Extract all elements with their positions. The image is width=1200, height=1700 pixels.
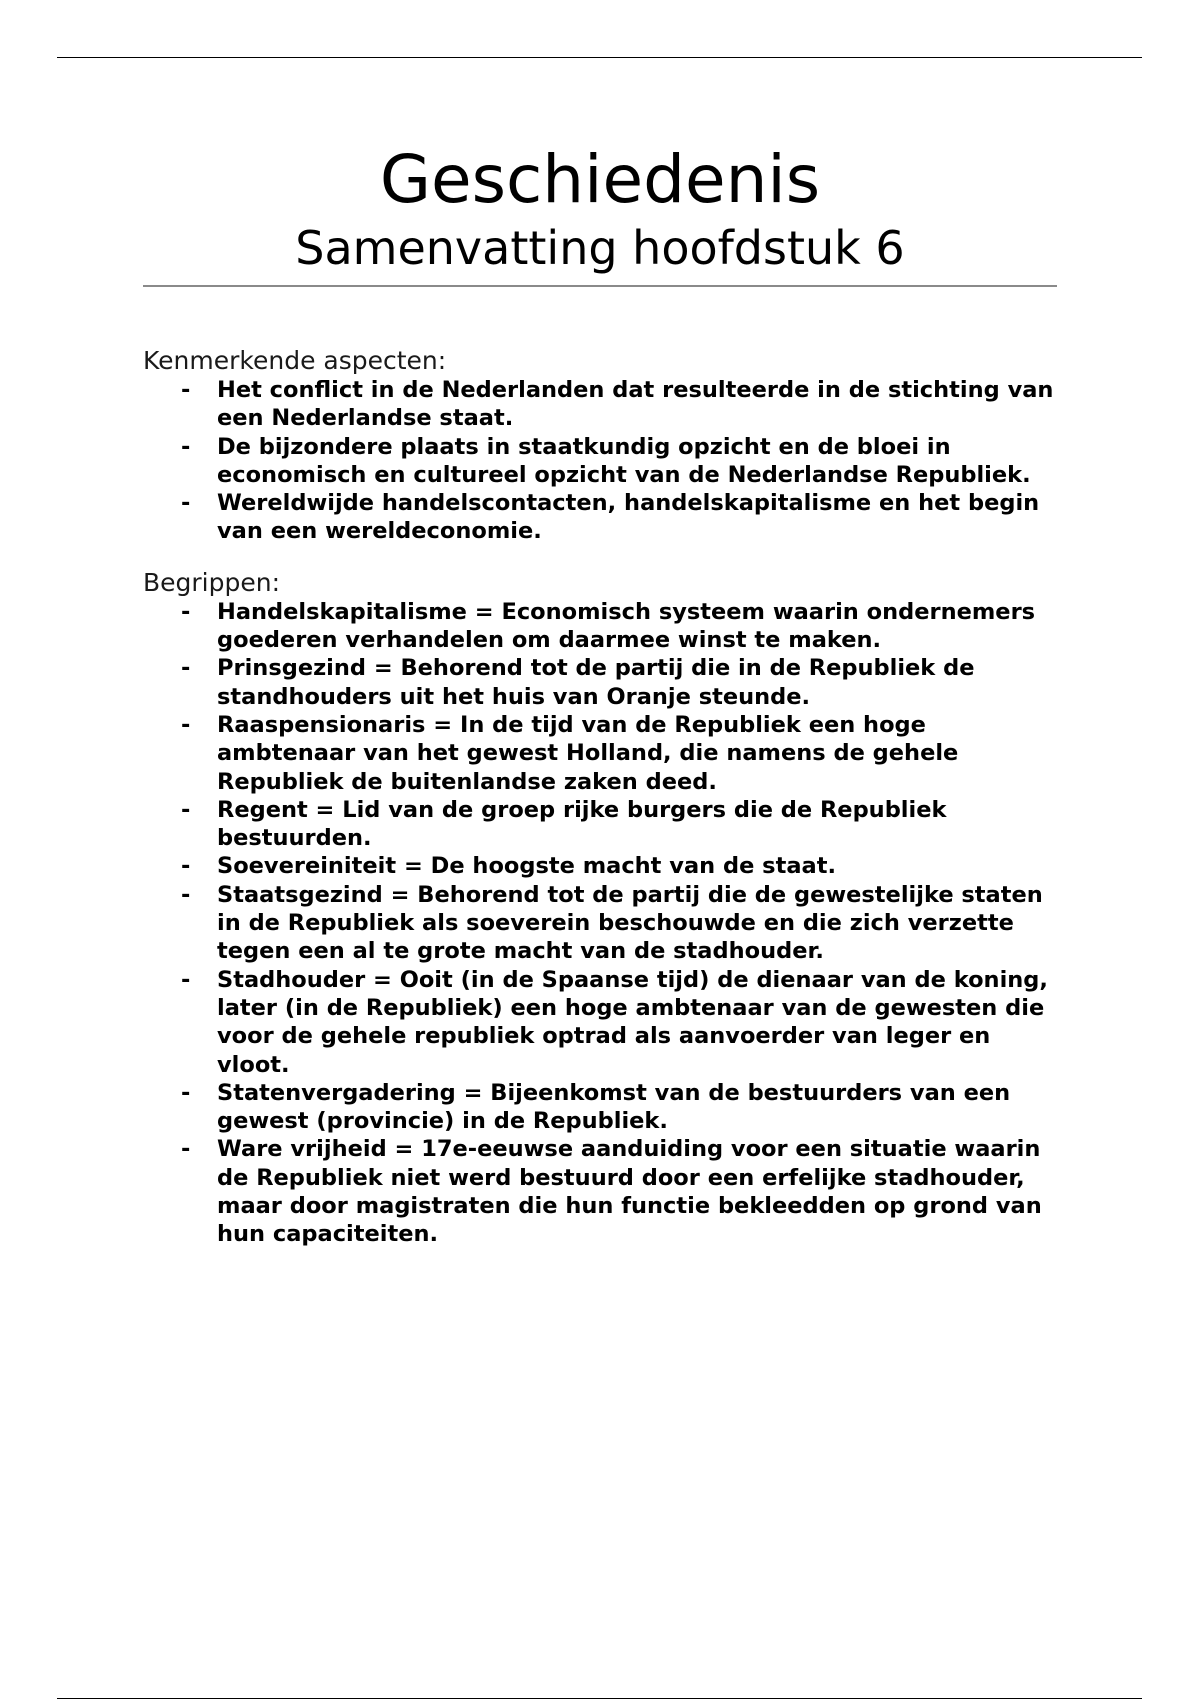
title-underline (143, 285, 1057, 287)
document-body (143, 346, 1063, 1249)
list-item-text: Het conflict in de Nederlanden dat resulteerde in de stichting van een Nederlandse staat. (217, 377, 1054, 432)
section-spacer (143, 546, 1063, 568)
bullet-dash: - (181, 377, 191, 403)
list-item (143, 489, 1063, 546)
list-item (143, 852, 1063, 880)
list-item-text: Raaspensionaris = In de tijd van de Republiek een hoge ambtenaar van het gewest Holland, die namens de gehele Republiek de buitenlandse zaken deed. (217, 711, 959, 795)
page-top-rule (57, 57, 1142, 58)
aspect-list (143, 376, 1063, 546)
bullet-dash: - (181, 796, 191, 823)
list-item-text: De bijzondere plaats in staatkundig opzicht en de bloei in economisch en cultureel opzicht van de Nederlandse Republiek. (217, 433, 1031, 488)
bullet-dash: - (181, 966, 191, 993)
section-kenmerkende-aspecten (143, 346, 1063, 546)
bullet-dash: - (181, 1136, 191, 1163)
page-bottom-rule (57, 1698, 1142, 1699)
list-item (143, 711, 1063, 796)
bullet-dash: - (181, 881, 191, 908)
list-item-text: Prinsgezind = Behorend tot de partij die in de Republiek de standhouders uit het huis van Oranje steunde. (217, 655, 975, 710)
section-heading: Begrippen: (143, 567, 281, 597)
list-item-text: Regent = Lid van de groep rijke burgers die de Republiek bestuurden. (217, 796, 947, 852)
section-begrippen (143, 568, 1063, 1249)
list-item (143, 376, 1063, 433)
list-item-text: Handelskapitalisme = Economisch systeem waarin ondernemers goederen verhandelen om daarmee winst te maken. (217, 598, 1036, 654)
list-item (143, 796, 1063, 853)
list-item (143, 598, 1063, 655)
bullet-dash: - (181, 598, 191, 625)
list-item-text: Wereldwijde handelscontacten, handelskapitalisme en het begin van een wereldeconomie. (217, 490, 1040, 545)
list-item (143, 433, 1063, 490)
list-item (143, 1079, 1063, 1136)
title-block (143, 140, 1057, 276)
document-title: Geschiedenis (379, 141, 821, 218)
bullet-dash: - (181, 490, 191, 517)
list-item-text: Ware vrijheid = 17e-eeuwse aanduiding voor een situatie waarin de Republiek niet werd bestuurd door een erfelijke stadhouder, maar door magistraten die hun functie bekleedden op grond van hun capaciteiten. (217, 1136, 1042, 1248)
list-item-text: Statenvergadering = Bijeenkomst van de bestuurders van een gewest (provincie) in de Republiek. (217, 1079, 1011, 1135)
list-item (143, 654, 1063, 711)
list-item-text: Soevereiniteit = De hoogste macht van de staat. (217, 853, 836, 880)
list-item (143, 966, 1063, 1079)
bullet-dash: - (181, 655, 191, 682)
list-item (143, 881, 1063, 966)
bullet-dash: - (181, 711, 191, 738)
document-subtitle: Samenvatting hoofdstuk 6 (295, 221, 905, 275)
list-item (143, 1135, 1063, 1248)
bullet-dash: - (181, 433, 191, 460)
section-heading: Kenmerkende aspecten: (143, 346, 447, 375)
list-item-text: Stadhouder = Ooit (in de Spaanse tijd) de dienaar van de koning, later (in de Republiek) een hoge ambtenaar van de gewesten die voor de gehele republiek optrad als aanvoerder van leger en vloot. (217, 966, 1048, 1078)
bullet-dash: - (181, 853, 191, 880)
list-item-text: Staatsgezind = Behorend tot de partij die de gewestelijke staten in de Republiek als soeverein beschouwde en die zich verzette tegen een al te grote macht van de stadhouder. (217, 881, 1043, 965)
term-list (143, 598, 1063, 1249)
bullet-dash: - (181, 1079, 191, 1106)
